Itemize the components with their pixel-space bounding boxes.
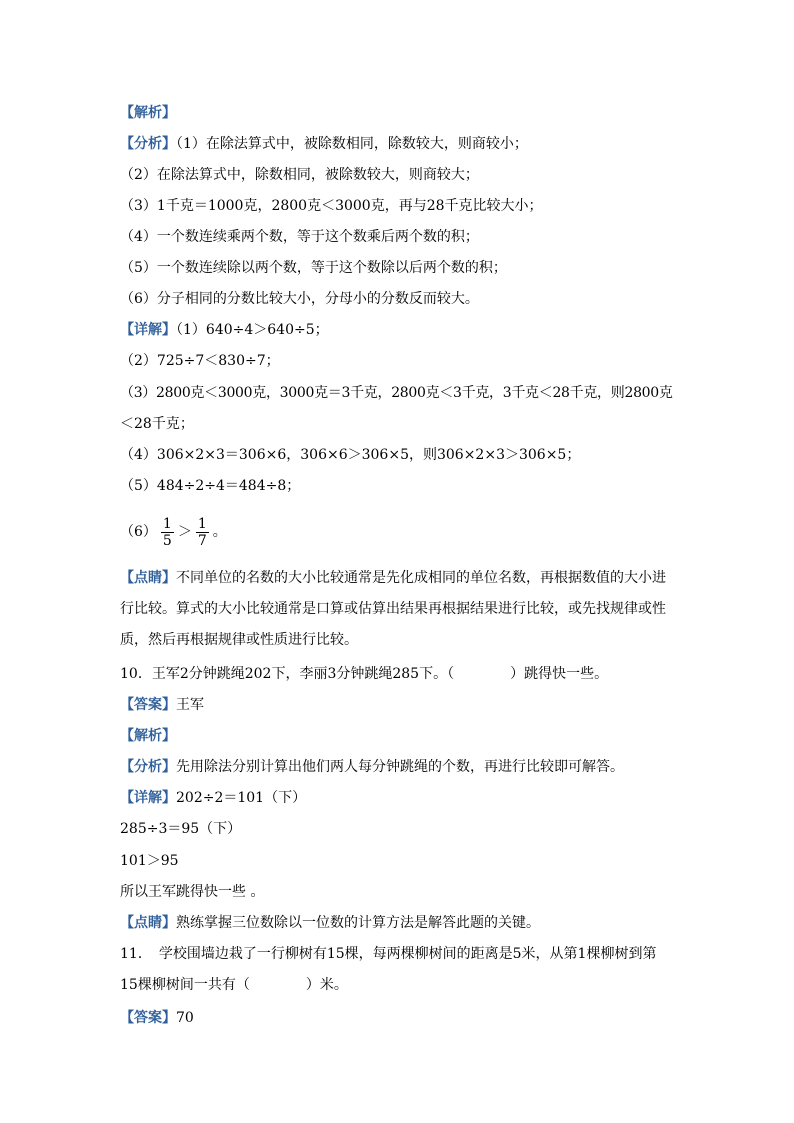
comment-line bbox=[120, 913, 680, 933]
detail-line: 285÷3＝95（下） bbox=[120, 821, 242, 837]
comment-text: 熟练掌握三位数除以一位数的计算方法是解答此题的关键。 bbox=[176, 915, 540, 931]
fraction-numerator: 1 bbox=[197, 515, 207, 532]
detail-line bbox=[120, 320, 680, 340]
analysis-text: 先用除法分别计算出他们两人每分钟跳绳的个数，再进行比较即可解答。 bbox=[176, 759, 624, 775]
tag-xiangjie: 【详解】 bbox=[120, 790, 176, 806]
detail-text: 。 bbox=[212, 524, 227, 540]
answer-text: 王军 bbox=[176, 697, 204, 713]
analysis-line: （5）一个数连续除以两个数，等于这个数除以后两个数的积； bbox=[120, 260, 507, 276]
detail-text: （6） bbox=[120, 524, 157, 540]
answer-line bbox=[120, 695, 680, 715]
detail-line: ＜28千克； bbox=[120, 416, 194, 432]
detail-text: （1）640÷4＞640÷5； bbox=[176, 322, 329, 338]
analysis-heading bbox=[120, 103, 680, 123]
fraction-numerator: 1 bbox=[162, 515, 172, 532]
detail-line: （5）484÷2÷4＝484÷8； bbox=[120, 478, 301, 494]
question-11: 11． 学校围墙边栽了一行柳树有15棵，每两棵柳树间的距离是5米，从第1棵柳树到第 bbox=[120, 946, 657, 962]
tag-dianjing: 【点睛】 bbox=[120, 915, 176, 931]
fraction-denominator: 5 bbox=[162, 532, 172, 549]
detail-line bbox=[120, 788, 680, 808]
detail-fraction-line bbox=[120, 512, 680, 552]
tag-fenxi: 【分析】 bbox=[120, 136, 176, 152]
answer-line bbox=[120, 1008, 680, 1028]
tag-xiangjie: 【详解】 bbox=[120, 322, 176, 338]
answer-text: 70 bbox=[176, 1010, 194, 1026]
analysis-line bbox=[120, 757, 680, 777]
detail-line: 101＞95 bbox=[120, 853, 179, 869]
comment-line: 行比较。算式的大小比较通常是口算或估算出结果再根据结果进行比较，或先找规律或性 bbox=[120, 601, 666, 617]
detail-line: （4）306×2×3＝306×6，306×6＞306×5，则306×2×3＞306×5； bbox=[120, 447, 581, 463]
tag-jiexi: 【解析】 bbox=[120, 728, 176, 744]
analysis-line bbox=[120, 134, 680, 154]
detail-line: （2）725÷7＜830÷7； bbox=[120, 353, 280, 369]
fraction bbox=[161, 516, 174, 549]
detail-line: 所以王军跳得快一些 。 bbox=[120, 884, 265, 900]
comparison-sign: ＞ bbox=[177, 524, 192, 540]
fraction bbox=[196, 516, 209, 549]
analysis-line: （6）分子相同的分数比较大小，分母小的分数反而较大。 bbox=[120, 291, 479, 307]
tag-daan: 【答案】 bbox=[120, 1010, 176, 1026]
detail-line: （3）2800克＜3000克，3000克＝3千克，2800克＜3千克，3千克＜28千克，则2800克 bbox=[120, 385, 673, 401]
analysis-line: （4）一个数连续乘两个数，等于这个数乘后两个数的积； bbox=[120, 229, 479, 245]
tag-daan: 【答案】 bbox=[120, 697, 176, 713]
analysis-line: （2）在除法算式中，除数相同，被除数较大，则商较大； bbox=[120, 167, 479, 183]
tag-jiexi: 【解析】 bbox=[120, 105, 176, 121]
tag-dianjing: 【点睛】 bbox=[120, 570, 176, 586]
question-10: 10．王军2分钟跳绳202下，李丽3分钟跳绳285下。（ ）跳得快一些。 bbox=[120, 666, 609, 682]
comment-text: 不同单位的名数的大小比较通常是先化成相同的单位名数，再根据数值的大小进 bbox=[176, 570, 666, 586]
fraction-denominator: 7 bbox=[197, 532, 207, 549]
comment-line bbox=[120, 568, 680, 588]
detail-text: 202÷2＝101（下） bbox=[176, 790, 307, 806]
analysis-text: （1）在除法算式中，被除数相同，除数较大，则商较小； bbox=[176, 136, 528, 152]
question-11-cont: 15棵柳树间一共有（ ）米。 bbox=[120, 977, 348, 993]
analysis-heading bbox=[120, 726, 680, 746]
tag-fenxi: 【分析】 bbox=[120, 759, 176, 775]
comment-line: 质，然后再根据规律或性质进行比较。 bbox=[120, 632, 358, 648]
analysis-line: （3）1千克＝1000克，2800克＜3000克，再与28千克比较大小； bbox=[120, 198, 543, 214]
